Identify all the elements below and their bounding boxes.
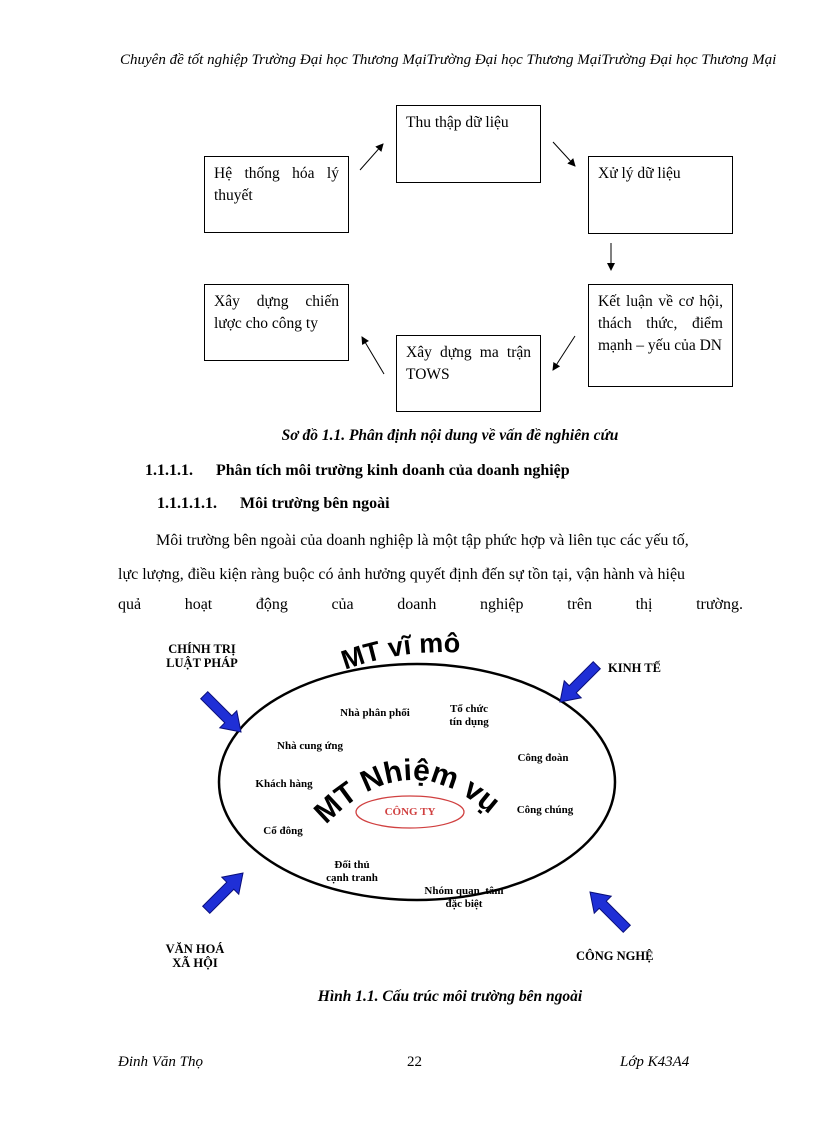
paragraph-line-2: lực lượng, điều kiện ràng buộc có ảnh hưởng quyết định đến sự tồn tại, vận hành và hiệu — [118, 566, 686, 583]
union-label: Công đoàn — [517, 752, 569, 764]
section-number: 1.1.1.1. — [145, 462, 193, 479]
footer-class: Lớp K43A4 — [620, 1054, 690, 1070]
box-process-data: Xử lý dữ liệu — [588, 156, 733, 234]
arrow-tows-to-strategy — [362, 337, 384, 374]
distributor-label: Nhà phân phối — [340, 707, 410, 719]
flow-arrows — [0, 0, 816, 440]
box-theory: Hệ thống hóa lý thuyết — [204, 156, 349, 233]
economy-label: KINH TẾ — [608, 661, 661, 675]
arrow-conclusion-to-tows — [553, 336, 575, 370]
arrow-technology — [582, 884, 636, 938]
task-title: MT Nhiệm vụ — [308, 753, 507, 830]
section-title: Phân tích môi trường kinh doanh của doanh nghiệp — [216, 462, 570, 479]
box-collect-data: Thu thập dữ liệu — [396, 105, 541, 183]
interest-group-label: Nhóm quan tâm đặc biệt — [424, 885, 504, 910]
technology-label: CÔNG NGHỆ — [576, 949, 654, 963]
company-label: CÔNG TY — [384, 806, 436, 818]
arrow-collect-to-process — [553, 142, 575, 166]
subsection-title: Môi trường bên ngoài — [240, 495, 390, 512]
box-conclusion: Kết luận về cơ hội, thách thức, điểm mạnh – yếu của DN — [588, 284, 733, 387]
subsection-number: 1.1.1.1.1. — [157, 495, 217, 512]
culture-label: VĂN HOÁ XÃ HỘI — [165, 942, 225, 970]
diagram-caption: Sơ đồ 1.1. Phân định nội dung về vấn đề nghiên cứu — [281, 427, 619, 444]
arrow-economy — [552, 657, 606, 711]
macro-title: MT vĩ mô — [337, 627, 461, 676]
arrow-theory-to-collect — [360, 144, 383, 170]
page-number: 22 — [407, 1054, 422, 1070]
shareholder-label: Cổ đông — [263, 825, 303, 837]
paragraph-line-1: Môi trường bên ngoài của doanh nghiệp là một tập phức hợp và liên tục các yếu tố, — [156, 532, 689, 549]
supplier-label: Nhà cung ứng — [277, 740, 343, 752]
footer-author: Đinh Văn Thọ — [118, 1054, 204, 1070]
figure-caption: Hình 1.1. Cấu trúc môi trường bên ngoài — [317, 988, 583, 1005]
competitor-label: Đối thủ cạnh tranh — [326, 859, 378, 884]
politics-label: CHÍNH TRỊ LUẬT PHÁP — [166, 642, 238, 670]
credit-label: Tổ chức tín dụng — [449, 703, 489, 728]
box-tows-matrix: Xây dựng ma trận TOWS — [396, 335, 541, 412]
environment-figure — [0, 620, 816, 990]
page-header: Chuyên đề tốt nghiệp Trường Đại học Thương MạiTrường Đại học Thương MạiTrường Đại học Thương Mại — [120, 52, 777, 68]
customer-label: Khách hàng — [255, 778, 313, 790]
arrow-culture — [198, 865, 252, 919]
public-label: Công chúng — [516, 804, 574, 816]
arrow-politics — [196, 687, 250, 741]
box-strategy: Xây dựng chiến lược cho công ty — [204, 284, 349, 361]
paragraph-line-3: quả hoạt động của doanh nghiệp trên thị trường. — [118, 596, 743, 613]
